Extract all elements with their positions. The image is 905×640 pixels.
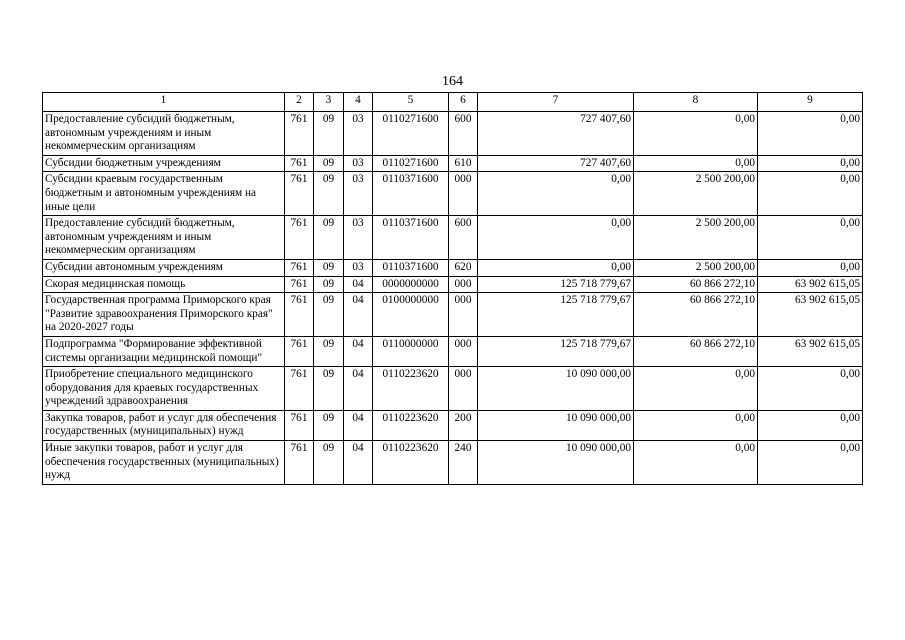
item-name: Предоставление субсидий бюджетным, автономным учреждениям и иным некоммерческим организациям: [43, 112, 285, 156]
expense-type-code: 000: [449, 276, 478, 293]
amount-col-7: 0,00: [478, 172, 634, 216]
target-article-code: 0000000000: [373, 276, 449, 293]
table-row: [43, 172, 863, 216]
amount-col-8: 60 866 272,10: [634, 293, 758, 337]
subsection-code: 03: [344, 112, 373, 156]
budget-table: [42, 92, 863, 485]
section-code: 09: [314, 112, 344, 156]
amount-col-9: 63 902 615,05: [758, 293, 863, 337]
expense-type-code: 600: [449, 112, 478, 156]
subsection-code: 04: [344, 410, 373, 440]
amount-col-8: 0,00: [634, 441, 758, 485]
ministry-code: 761: [285, 216, 314, 260]
target-article-code: 0110371600: [373, 259, 449, 276]
target-article-code: 0110223620: [373, 367, 449, 411]
target-article-code: 0110271600: [373, 112, 449, 156]
target-article-code: 0110223620: [373, 410, 449, 440]
header-cell: 8: [634, 93, 758, 112]
subsection-code: 04: [344, 336, 373, 366]
item-name: Подпрограмма "Формирование эффективной системы организации медицинской помощи": [43, 336, 285, 366]
expense-type-code: 000: [449, 367, 478, 411]
section-code: 09: [314, 155, 344, 172]
amount-col-8: 60 866 272,10: [634, 336, 758, 366]
amount-col-9: 0,00: [758, 367, 863, 411]
item-name: Закупка товаров, работ и услуг для обеспечения государственных (муниципальных) нужд: [43, 410, 285, 440]
target-article-code: 0100000000: [373, 293, 449, 337]
item-name: Субсидии краевым государственным бюджетным и автономным учреждениям на иные цели: [43, 172, 285, 216]
amount-col-7: 0,00: [478, 259, 634, 276]
amount-col-8: 2 500 200,00: [634, 216, 758, 260]
amount-col-7: 125 718 779,67: [478, 276, 634, 293]
amount-col-9: 0,00: [758, 259, 863, 276]
section-code: 09: [314, 259, 344, 276]
expense-type-code: 240: [449, 441, 478, 485]
amount-col-9: 0,00: [758, 441, 863, 485]
amount-col-8: 0,00: [634, 112, 758, 156]
item-name: Субсидии бюджетным учреждениям: [43, 155, 285, 172]
page-number: 164: [442, 74, 463, 89]
amount-col-7: 727 407,60: [478, 155, 634, 172]
table-row: [43, 293, 863, 337]
header-cell: 4: [344, 93, 373, 112]
table-row: [43, 367, 863, 411]
amount-col-9: 63 902 615,05: [758, 276, 863, 293]
table-row: [43, 441, 863, 485]
section-code: 09: [314, 172, 344, 216]
subsection-code: 03: [344, 172, 373, 216]
table-row: [43, 155, 863, 172]
amount-col-9: 0,00: [758, 410, 863, 440]
subsection-code: 04: [344, 276, 373, 293]
item-name: Приобретение специального медицинского оборудования для краевых государственных учреждений здравоохранения: [43, 367, 285, 411]
subsection-code: 03: [344, 216, 373, 260]
ministry-code: 761: [285, 259, 314, 276]
table-row: [43, 259, 863, 276]
table-row: [43, 336, 863, 366]
target-article-code: 0110000000: [373, 336, 449, 366]
expense-type-code: 200: [449, 410, 478, 440]
section-code: 09: [314, 336, 344, 366]
subsection-code: 04: [344, 441, 373, 485]
table-row: [43, 112, 863, 156]
subsection-code: 03: [344, 259, 373, 276]
expense-type-code: 000: [449, 336, 478, 366]
header-cell: 2: [285, 93, 314, 112]
item-name: Иные закупки товаров, работ и услуг для обеспечения государственных (муниципальных) нужд: [43, 441, 285, 485]
ministry-code: 761: [285, 112, 314, 156]
amount-col-7: 10 090 000,00: [478, 441, 634, 485]
table-row: [43, 410, 863, 440]
target-article-code: 0110271600: [373, 155, 449, 172]
header-row: [43, 93, 863, 112]
section-code: 09: [314, 276, 344, 293]
ministry-code: 761: [285, 336, 314, 366]
amount-col-9: 0,00: [758, 216, 863, 260]
amount-col-7: 10 090 000,00: [478, 367, 634, 411]
expense-type-code: 000: [449, 172, 478, 216]
subsection-code: 03: [344, 155, 373, 172]
section-code: 09: [314, 441, 344, 485]
section-code: 09: [314, 216, 344, 260]
item-name: Государственная программа Приморского края "Развитие здравоохранения Приморского края" на 2020-2027 годы: [43, 293, 285, 337]
ministry-code: 761: [285, 410, 314, 440]
item-name: Предоставление субсидий бюджетным, автономным учреждениям и иным некоммерческим организациям: [43, 216, 285, 260]
amount-col-8: 60 866 272,10: [634, 276, 758, 293]
amount-col-8: 2 500 200,00: [634, 259, 758, 276]
expense-type-code: 600: [449, 216, 478, 260]
amount-col-8: 0,00: [634, 155, 758, 172]
amount-col-9: 0,00: [758, 112, 863, 156]
expense-type-code: 000: [449, 293, 478, 337]
amount-col-8: 0,00: [634, 367, 758, 411]
header-cell: 9: [758, 93, 863, 112]
table-row: [43, 216, 863, 260]
amount-col-8: 2 500 200,00: [634, 172, 758, 216]
amount-col-8: 0,00: [634, 410, 758, 440]
amount-col-7: 727 407,60: [478, 112, 634, 156]
target-article-code: 0110223620: [373, 441, 449, 485]
ministry-code: 761: [285, 155, 314, 172]
table-row: [43, 276, 863, 293]
item-name: Субсидии автономным учреждениям: [43, 259, 285, 276]
amount-col-7: 125 718 779,67: [478, 293, 634, 337]
ministry-code: 761: [285, 441, 314, 485]
expense-type-code: 610: [449, 155, 478, 172]
header-cell: 1: [43, 93, 285, 112]
subsection-code: 04: [344, 293, 373, 337]
expense-type-code: 620: [449, 259, 478, 276]
ministry-code: 761: [285, 367, 314, 411]
amount-col-7: 125 718 779,67: [478, 336, 634, 366]
amount-col-9: 0,00: [758, 155, 863, 172]
header-cell: 5: [373, 93, 449, 112]
section-code: 09: [314, 293, 344, 337]
ministry-code: 761: [285, 276, 314, 293]
amount-col-7: 0,00: [478, 216, 634, 260]
amount-col-9: 63 902 615,05: [758, 336, 863, 366]
subsection-code: 04: [344, 367, 373, 411]
target-article-code: 0110371600: [373, 216, 449, 260]
ministry-code: 761: [285, 172, 314, 216]
section-code: 09: [314, 410, 344, 440]
item-name: Скорая медицинская помощь: [43, 276, 285, 293]
ministry-code: 761: [285, 293, 314, 337]
section-code: 09: [314, 367, 344, 411]
header-cell: 3: [314, 93, 344, 112]
amount-col-7: 10 090 000,00: [478, 410, 634, 440]
amount-col-9: 0,00: [758, 172, 863, 216]
target-article-code: 0110371600: [373, 172, 449, 216]
header-cell: 7: [478, 93, 634, 112]
header-cell: 6: [449, 93, 478, 112]
